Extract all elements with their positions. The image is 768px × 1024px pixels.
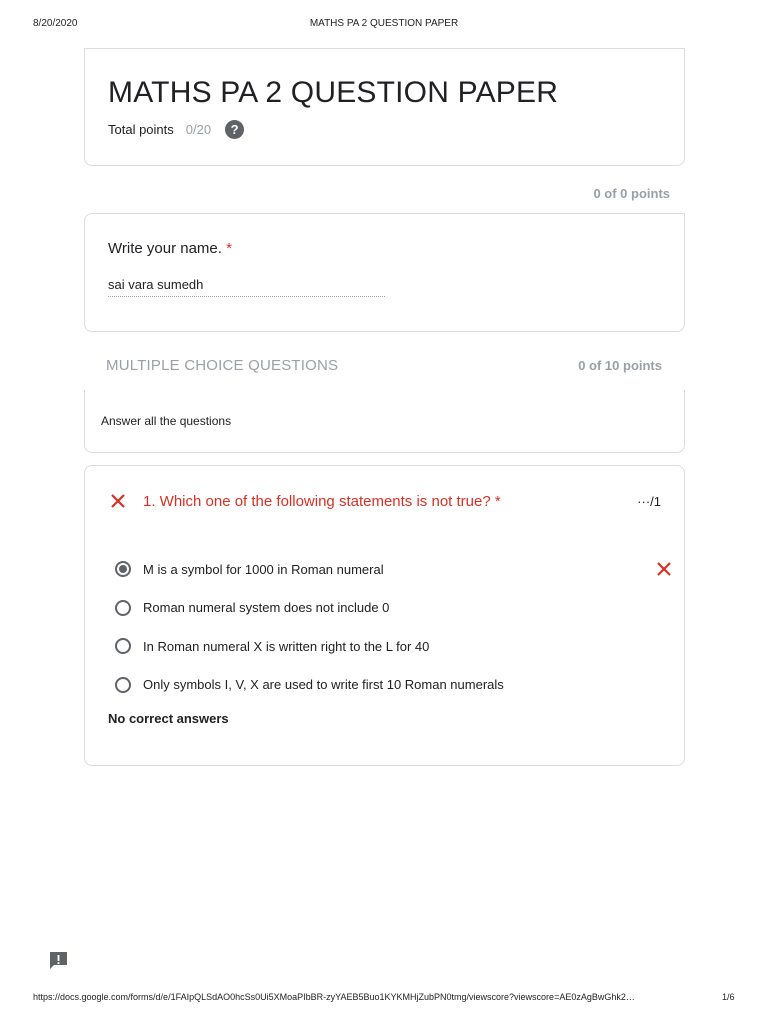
option-label: In Roman numeral X is written right to the L for 40 [143,638,430,654]
section-points-mcq: 0 of 10 points [578,358,662,373]
question-header [109,492,501,510]
print-date: 8/20/2020 [33,18,78,29]
radio-unselected[interactable] [115,638,131,654]
option-label: Roman numeral system does not include 0 [143,600,390,616]
incorrect-x-icon [655,560,673,578]
total-points-row [108,120,244,139]
options-list [115,550,665,704]
form-title-card [84,48,685,166]
section-title: MULTIPLE CHOICE QUESTIONS [106,357,339,374]
option-item[interactable] [115,550,665,589]
radio-unselected[interactable] [115,677,131,693]
required-asterisk: * [226,240,232,257]
question-text: Write your name. [108,240,222,257]
question-card-name [84,213,685,332]
required-asterisk: * [494,492,501,510]
option-item[interactable] [115,627,665,666]
section-description: Answer all the questions [101,414,232,428]
total-points-label: Total points [108,122,174,137]
feedback-icon[interactable] [48,950,69,971]
total-points-value: 0/20 [185,122,212,137]
answer-feedback: No correct answers [108,711,229,726]
option-label: M is a symbol for 1000 in Roman numeral [143,561,384,577]
answer-underline [108,296,385,297]
option-item[interactable] [115,666,665,705]
form-title: MATHS PA 2 QUESTION PAPER [108,76,559,109]
print-url: https://docs.google.com/forms/d/e/1FAIpQLSdAO0hcSs0Ui5XMoaPIbBR-zyYAEB5Buo1KYKMHjZubPN0tmg/viewscore?viewscore=AE0zAgBwGhk2… [33,992,635,1002]
page-number: 1/6 [722,992,735,1002]
print-title: MATHS PA 2 QUESTION PAPER [309,18,459,29]
section-description-card [84,390,685,453]
question-card-1 [84,465,685,766]
name-answer: sai vara sumedh [108,277,204,292]
question-title [108,240,232,257]
incorrect-x-icon [109,492,127,510]
option-label: Only symbols I, V, X are used to write first 10 Roman numerals [143,677,504,693]
radio-unselected[interactable] [115,600,131,616]
section-points: 0 of 0 points [593,186,670,201]
help-icon[interactable]: ? [225,120,244,139]
question-title [143,493,501,510]
question-text: 1. Which one of the following statements is not true? [143,492,491,510]
radio-selected[interactable] [115,561,131,577]
question-score: ···/1 [637,494,661,509]
option-item[interactable] [115,589,665,628]
